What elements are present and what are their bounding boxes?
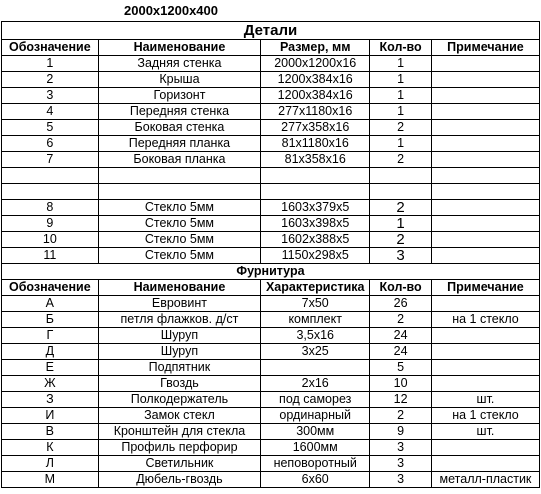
section-hardware-label: Фурнитура (2, 264, 540, 280)
section-details (2, 22, 540, 40)
cell-4: 2 (370, 312, 432, 328)
cell-5 (431, 344, 539, 360)
cell-2: Боковая стенка (98, 120, 261, 136)
cell-3: ординарный (261, 408, 370, 424)
cell-3: 7x50 (261, 296, 370, 312)
table-row (2, 312, 540, 328)
cell-1: М (2, 472, 99, 488)
cell-5 (431, 456, 539, 472)
cell-5 (431, 120, 539, 136)
cell-2: Стекло 5мм (98, 232, 261, 248)
cell-5 (431, 152, 539, 168)
cell-1: 7 (2, 152, 99, 168)
cell-1: Д (2, 344, 99, 360)
section-hardware (2, 264, 540, 280)
blank-cell (431, 184, 539, 200)
cell-3: 1603x398x5 (261, 216, 370, 232)
cell-5 (431, 232, 539, 248)
cell-4: 3 (370, 472, 432, 488)
cell-2: Гвоздь (98, 376, 261, 392)
table-row (2, 472, 540, 488)
blank-cell (2, 168, 99, 184)
cell-1: 9 (2, 216, 99, 232)
cell-3: 1600мм (261, 440, 370, 456)
cell-3: 1200x384x16 (261, 88, 370, 104)
header-cell-1: Обозначение (2, 40, 99, 56)
cell-2: Подпятник (98, 360, 261, 376)
cell-3: под саморез (261, 392, 370, 408)
cell-5 (431, 56, 539, 72)
cell-2: Шуруп (98, 328, 261, 344)
blank-cell (261, 184, 370, 200)
cell-4: 24 (370, 344, 432, 360)
cell-2: Стекло 5мм (98, 216, 261, 232)
table-row (2, 56, 540, 72)
cell-2: Горизонт (98, 88, 261, 104)
cell-3: 1200x384x16 (261, 72, 370, 88)
cell-4: 1 (370, 104, 432, 120)
blank-cell (370, 168, 432, 184)
table-row (2, 72, 540, 88)
blank-cell (98, 184, 261, 200)
cell-3: 277x1180x16 (261, 104, 370, 120)
cell-1: 1 (2, 56, 99, 72)
header-cell-4: Кол-во (370, 40, 432, 56)
cell-2: Светильник (98, 456, 261, 472)
table-row (2, 104, 540, 120)
cell-4: 1 (370, 88, 432, 104)
table-row (2, 408, 540, 424)
cell-2: Евровинт (98, 296, 261, 312)
header-cell-2: Наименование (98, 280, 261, 296)
cell-4: 24 (370, 328, 432, 344)
specification-body (2, 22, 540, 488)
header-cell-1: Обозначение (2, 280, 99, 296)
header-row (2, 40, 540, 56)
table-row (2, 88, 540, 104)
cell-3: 81x1180x16 (261, 136, 370, 152)
cell-3: 6x60 (261, 472, 370, 488)
cell-2: Профиль перфорир (98, 440, 261, 456)
cell-5 (431, 72, 539, 88)
blank-cell (261, 168, 370, 184)
header-row (2, 280, 540, 296)
cell-3: 2x16 (261, 376, 370, 392)
table-row (2, 200, 540, 216)
cell-2: Передняя планка (98, 136, 261, 152)
header-cell-2: Наименование (98, 40, 261, 56)
blank-cell (431, 168, 539, 184)
cell-4: 1 (370, 136, 432, 152)
table-row (2, 456, 540, 472)
cell-3: неповоротный (261, 456, 370, 472)
specification-table (1, 21, 540, 488)
cell-1: Г (2, 328, 99, 344)
cell-2: Полкодержатель (98, 392, 261, 408)
cell-1: 3 (2, 88, 99, 104)
cell-5: на 1 стекло (431, 312, 539, 328)
cell-5 (431, 216, 539, 232)
cell-1: Л (2, 456, 99, 472)
cell-4: 12 (370, 392, 432, 408)
table-row (2, 248, 540, 264)
cell-5: на 1 стекло (431, 408, 539, 424)
cell-3: 1603x379x5 (261, 200, 370, 216)
cell-4: 2 (370, 408, 432, 424)
table-row (2, 440, 540, 456)
cell-3: 277x358x16 (261, 120, 370, 136)
cell-3: комплект (261, 312, 370, 328)
cell-4: 3 (370, 456, 432, 472)
table-row (2, 120, 540, 136)
header-cell-3: Размер, мм (261, 40, 370, 56)
header-cell-3: Характеристика (261, 280, 370, 296)
cell-5 (431, 104, 539, 120)
cell-4: 2 (370, 200, 432, 216)
cell-4: 1 (370, 56, 432, 72)
cell-2: петля флажков. д/ст (98, 312, 261, 328)
cell-1: 6 (2, 136, 99, 152)
cell-1: А (2, 296, 99, 312)
cell-3: 81x358x16 (261, 152, 370, 168)
cell-2: Дюбель-гвоздь (98, 472, 261, 488)
cell-2: Стекло 5мм (98, 200, 261, 216)
cell-4: 2 (370, 232, 432, 248)
cell-4: 2 (370, 152, 432, 168)
cell-1: Ж (2, 376, 99, 392)
cell-4: 10 (370, 376, 432, 392)
cell-3: 3x25 (261, 344, 370, 360)
section-details-label: Детали (2, 22, 540, 40)
cell-3: 2000x1200x16 (261, 56, 370, 72)
cell-4: 3 (370, 440, 432, 456)
cell-5 (431, 328, 539, 344)
table-row (2, 424, 540, 440)
cell-2: Боковая планка (98, 152, 261, 168)
cell-1: К (2, 440, 99, 456)
blank-row (2, 184, 540, 200)
cell-5 (431, 296, 539, 312)
cell-1: И (2, 408, 99, 424)
cell-3: 300мм (261, 424, 370, 440)
cell-2: Крыша (98, 72, 261, 88)
document-title: 2000x1200x400 (124, 3, 218, 18)
blank-cell (370, 184, 432, 200)
cell-1: 10 (2, 232, 99, 248)
cell-1: В (2, 424, 99, 440)
cell-4: 9 (370, 424, 432, 440)
cell-2: Шуруп (98, 344, 261, 360)
table-row (2, 232, 540, 248)
cell-1: Б (2, 312, 99, 328)
table-row (2, 376, 540, 392)
table-row (2, 344, 540, 360)
header-cell-5: Примечание (431, 280, 539, 296)
cell-1: З (2, 392, 99, 408)
cell-5 (431, 136, 539, 152)
cell-5 (431, 376, 539, 392)
cell-5 (431, 360, 539, 376)
cell-5 (431, 440, 539, 456)
cell-4: 5 (370, 360, 432, 376)
cell-2: Задняя стенка (98, 56, 261, 72)
cell-3: 1150x298x5 (261, 248, 370, 264)
cell-2: Стекло 5мм (98, 248, 261, 264)
cell-2: Замок стекл (98, 408, 261, 424)
cell-4: 1 (370, 72, 432, 88)
cell-2: Передняя стенка (98, 104, 261, 120)
blank-cell (2, 184, 99, 200)
cell-4: 3 (370, 248, 432, 264)
cell-5: шт. (431, 392, 539, 408)
cell-1: 2 (2, 72, 99, 88)
cell-5 (431, 248, 539, 264)
cell-1: 5 (2, 120, 99, 136)
table-row (2, 296, 540, 312)
header-cell-5: Примечание (431, 40, 539, 56)
cell-5 (431, 200, 539, 216)
table-row (2, 136, 540, 152)
cell-5 (431, 88, 539, 104)
blank-cell (98, 168, 261, 184)
table-row (2, 152, 540, 168)
cell-5: металл-пластик (431, 472, 539, 488)
cell-4: 2 (370, 120, 432, 136)
cell-3 (261, 360, 370, 376)
cell-3: 1602x388x5 (261, 232, 370, 248)
cell-1: 4 (2, 104, 99, 120)
cell-1: 8 (2, 200, 99, 216)
blank-row (2, 168, 540, 184)
cell-4: 26 (370, 296, 432, 312)
table-row (2, 392, 540, 408)
cell-4: 1 (370, 216, 432, 232)
table-row (2, 360, 540, 376)
header-cell-4: Кол-во (370, 280, 432, 296)
cell-5: шт. (431, 424, 539, 440)
cell-1: Е (2, 360, 99, 376)
table-row (2, 328, 540, 344)
table-row (2, 216, 540, 232)
cell-1: 11 (2, 248, 99, 264)
cell-2: Кронштейн для стекла (98, 424, 261, 440)
cell-3: 3,5x16 (261, 328, 370, 344)
